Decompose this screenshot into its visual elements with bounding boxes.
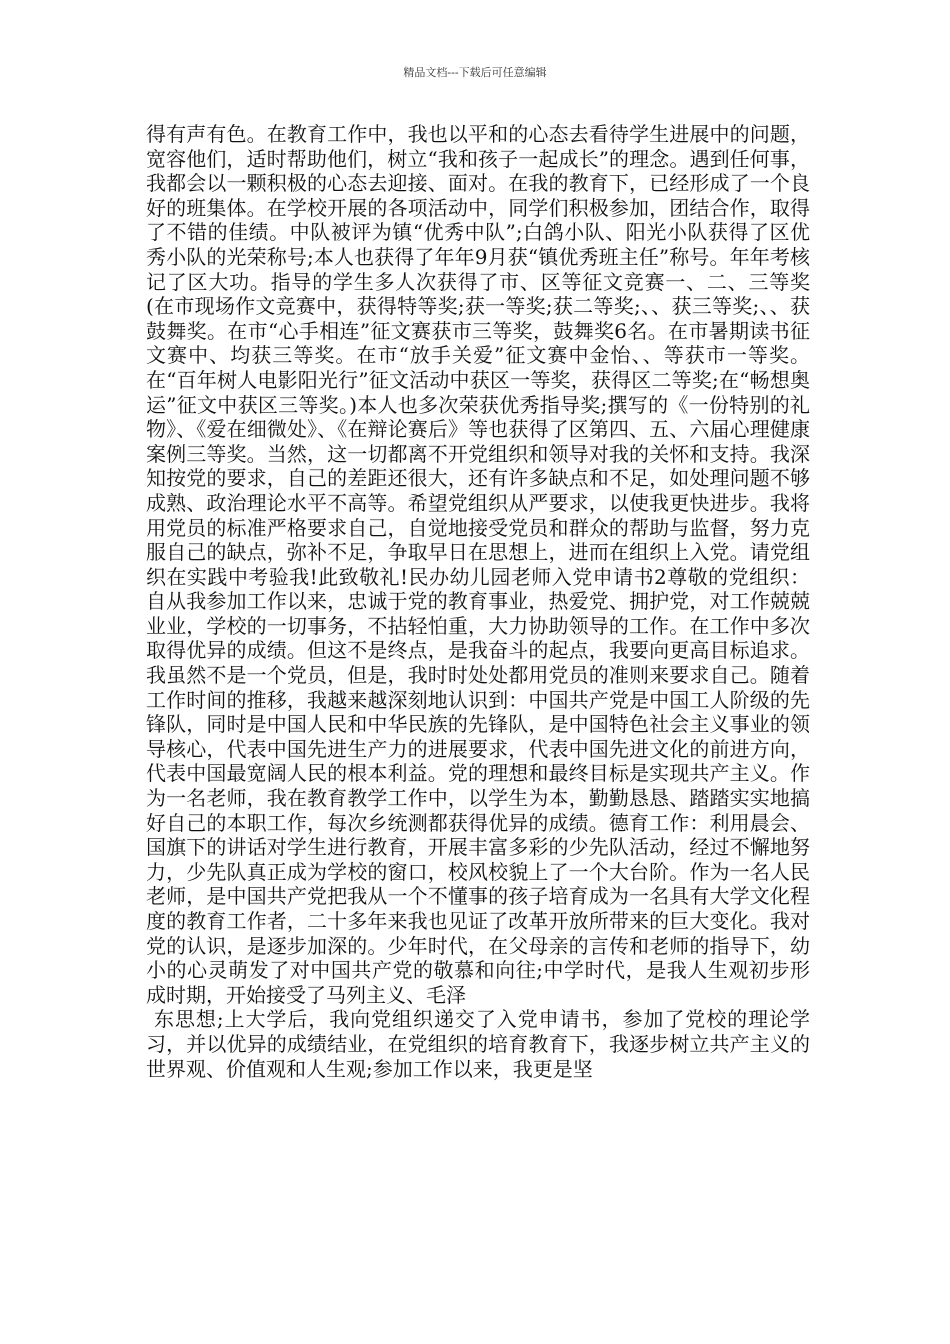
document-body bbox=[146, 122, 810, 1081]
paragraph-1: 得有声有色。在教育工作中，我也以平和的心态去看待学生进展中的问题，宽容他们，适时帮助他们，树立“我和孩子一起成长”的理念。遇到任何事，我都会以一颗积极的心态去迎接、面对。在我的教育下，已经形成了一个良好的班集体。在学校开展的各项活动中，同学们积极参加，团结合作，取得了不错的佳绩。中队被评为镇“优秀中队”;白鸽小队、阳光小队获得了区优秀小队的光荣称号;本人也获得了年年9月获“镇优秀班主任”称号。年年考核记了区大功。指导的学生多人次获得了市、区等征文竞赛一、二、三等奖(在市现场作文竞赛中，获得特等奖;获一等奖;获二等奖;、、获三等奖;、、获鼓舞奖。在市“心手相连”征文赛获市三等奖，鼓舞奖6名。在市暑期读书征文赛中、均获三等奖。在市“放手关爱”征文赛中金怡、、等获市一等奖。在“百年树人电影阳光行”征文活动中获区一等奖，获得区二等奖;在“畅想奥运”征文中获区三等奖。)本人也多次荣获优秀指导奖;撰写的《一份特别的礼物》、《爱在细微处》、《在辩论赛后》等也获得了区第四、五、六届心理健康案例三等奖。当然，这一切都离不开党组织和领导对我的关怀和支持。我深知按党的要求，自己的差距还很大，还有许多缺点和不足，如处理问题不够成熟、政治理论水平不高等。希望党组织从严要求，以使我更快进步。我将用党员的标准严格要求自己，自觉地接受党员和群众的帮助与监督，努力克服自己的缺点，弥补不足，争取早日在思想上，进而在组织上入党。请党组织在实践中考验我!此致敬礼!民办幼儿园老师入党申请书2尊敬的党组织：自从我参加工作以来，忠诚于党的教育事业，热爱党、拥护党，对工作兢兢业业，学校的一切事务，不拈轻怕重，大力协助领导的工作。在工作中多次取得优异的成绩。但这不是终点，是我奋斗的起点，我要向更高目标追求。我虽然不是一个党员，但是，我时时处处都用党员的准则来要求自己。随着工作时间的推移，我越来越深刻地认识到：中国共产党是中国工人阶级的先锋队，同时是中国人民和中华民族的先锋队，是中国特色社会主义事业的领导核心，代表中国先进生产力的进展要求，代表中国先进文化的前进方向，代表中国最宽阔人民的根本利益。党的理想和最终目标是实现共产主义。作为一名老师，我在教育教学工作中，以学生为本，勤勤恳恳、踏踏实实地搞好自己的本职工作，每次乡统测都获得优异的成绩。德育工作：利用晨会、国旗下的讲话对学生进行教育，开展丰富多彩的少先队活动，经过不懈地努力，少先队真正成为学校的窗口，校风校貌上了一个大台阶。作为一名人民老师，是中国共产党把我从一个不懂事的孩子培育成为一名具有大学文化程度的教育工作者，二十多年来我也见证了改革开放所带来的巨大变化。我对党的认识，是逐步加深的。少年时代，在父母亲的言传和老师的指导下，幼小的心灵萌发了对中国共产党的敬慕和向往;中学时代，是我人生观初步形成时期，开始接受了马列主义、毛泽 bbox=[146, 122, 810, 1007]
paragraph-2: 东思想;上大学后，我向党组织递交了入党申请书，参加了党校的理论学习，并以优异的成绩结业，在党组织的培育教育下，我逐步树立共产主义的世界观、价值观和人生观;参加工作以来，我更是坚 bbox=[146, 1007, 810, 1081]
page-header: 精品文档---下载后可任意编辑 bbox=[403, 66, 547, 79]
